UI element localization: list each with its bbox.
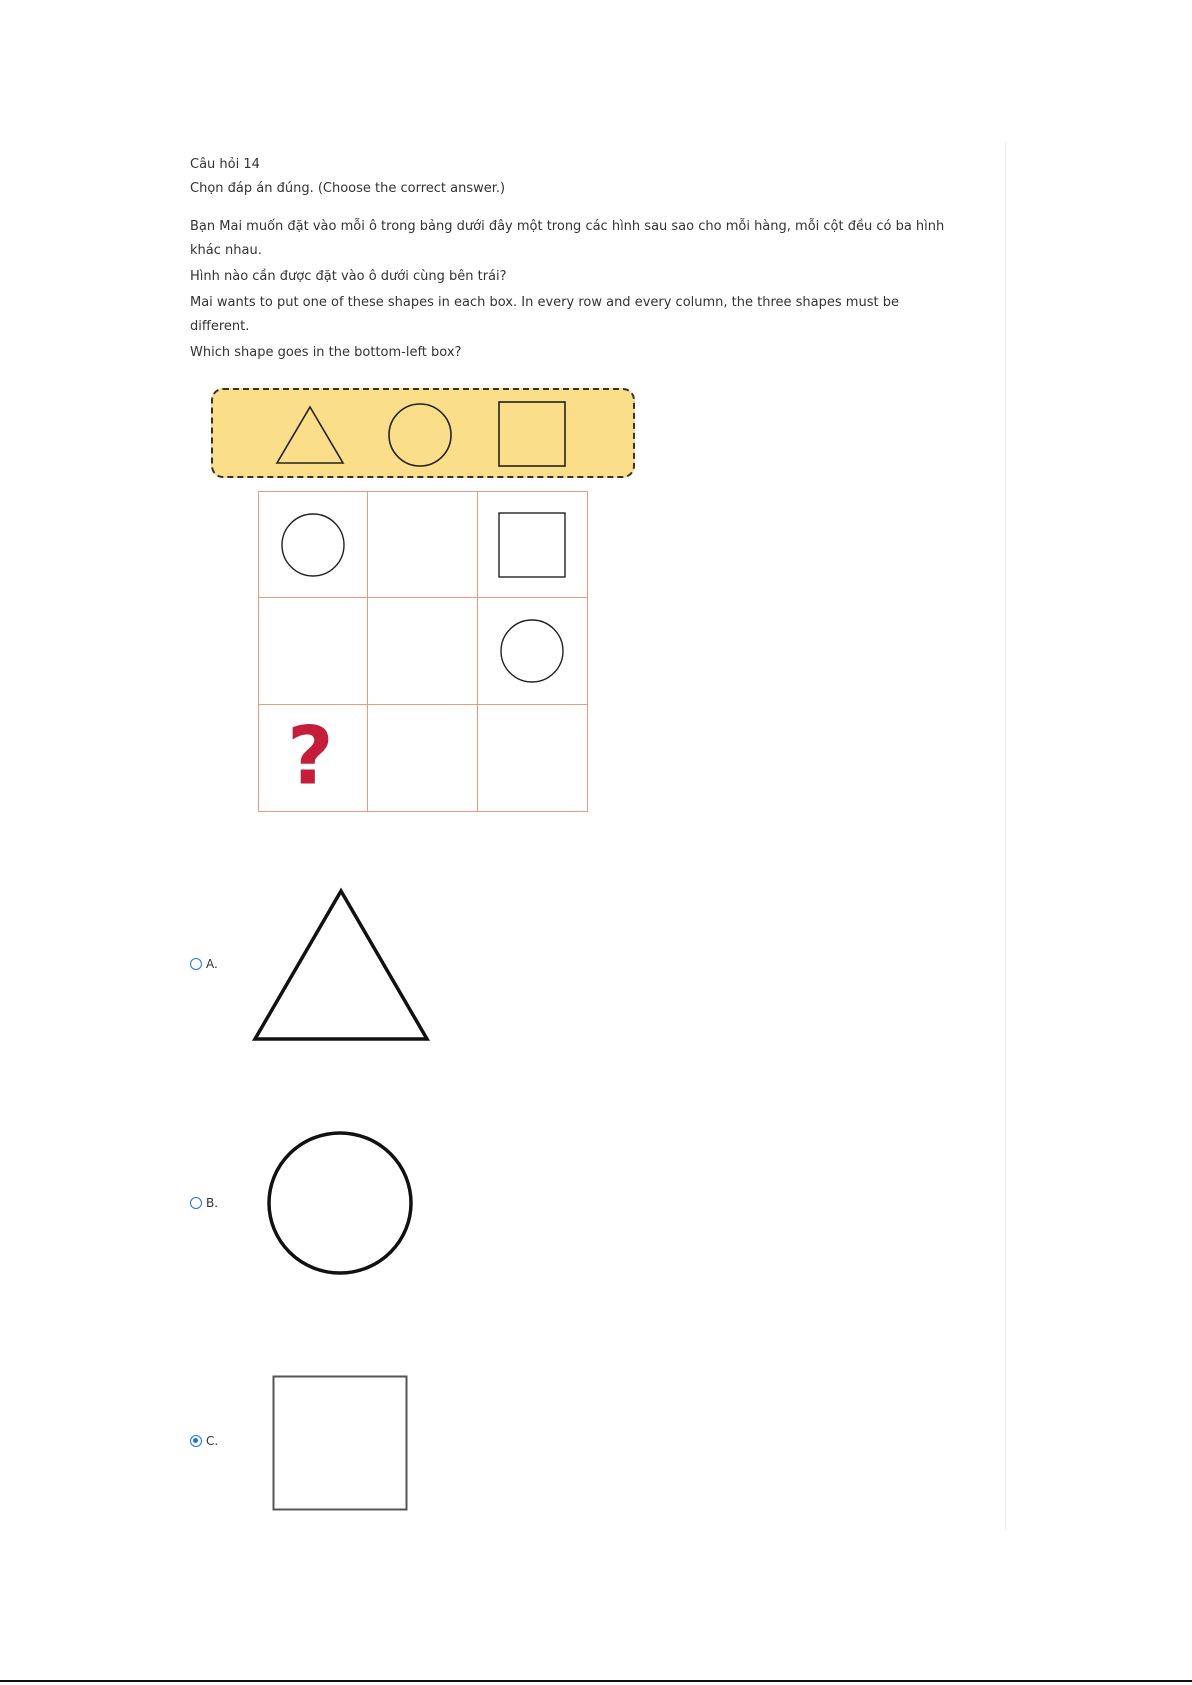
question-text-en-line2: different. (190, 319, 250, 334)
option-a[interactable] (190, 957, 218, 971)
option-a-radio[interactable] (190, 958, 202, 970)
grid-cell-r3-c3 (478, 705, 587, 811)
question-text-en-line3: Which shape goes in the bottom-left box? (190, 345, 462, 360)
grid-cell-r1-c2 (368, 492, 477, 598)
triangle-icon (252, 888, 430, 1042)
grid-cell-r2-c2 (368, 598, 477, 704)
question-text-vi-line2: khác nhau. (190, 243, 262, 258)
grid-cell-r3-c2 (368, 705, 477, 811)
page-divider (1005, 142, 1006, 1530)
square-icon (498, 512, 566, 578)
circle-icon (500, 619, 564, 683)
circle-icon (266, 1130, 414, 1276)
grid-cell-r3-c1 (259, 705, 368, 811)
grid-cell-r1-c1 (259, 492, 368, 598)
grid-cell-r2-c3 (478, 598, 587, 704)
option-b-label: B. (206, 1196, 219, 1210)
question-mark-icon: ? (287, 709, 334, 803)
square-icon (498, 401, 566, 467)
question-instruction: Chọn đáp án đúng. (Choose the correct answer.) (190, 181, 506, 196)
page-bottom-border (0, 1680, 1192, 1682)
circle-icon (388, 403, 452, 467)
option-c-radio[interactable] (190, 1435, 202, 1447)
question-number: Câu hỏi 14 (190, 157, 260, 172)
shape-bank (211, 388, 635, 478)
grid-cell-r1-c3 (478, 492, 587, 598)
shape-grid (258, 491, 588, 812)
question-text-vi-line1: Bạn Mai muốn đặt vào mỗi ô trong bảng dưới đây một trong các hình sau sao cho mỗi hàng, mỗi cột đều có ba hình (190, 219, 945, 234)
option-c[interactable] (190, 1434, 218, 1448)
option-a-label: A. (206, 957, 218, 971)
square-icon (272, 1375, 408, 1511)
option-c-label: C. (206, 1434, 219, 1448)
triangle-icon (276, 406, 344, 464)
grid-cell-r2-c1 (259, 598, 368, 704)
option-b[interactable] (190, 1196, 218, 1210)
option-b-radio[interactable] (190, 1197, 202, 1209)
question-text-vi-line3: Hình nào cần được đặt vào ô dưới cùng bên trái? (190, 269, 507, 284)
question-text-en-line1: Mai wants to put one of these shapes in each box. In every row and every column, the three shapes must be (190, 295, 899, 310)
circle-icon (281, 513, 345, 577)
